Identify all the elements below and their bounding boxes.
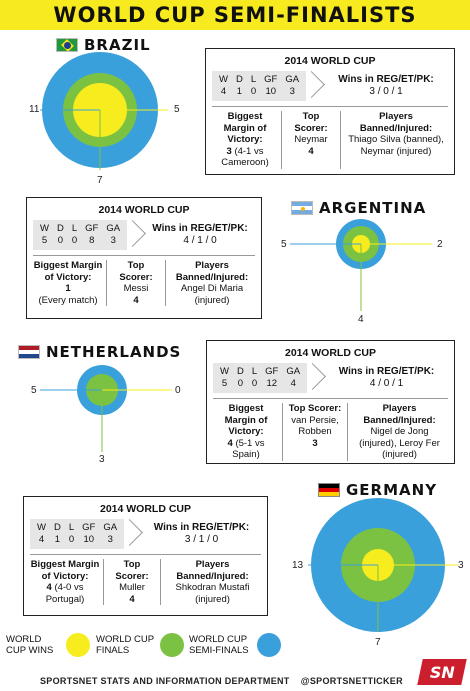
- finals-swatch: [160, 633, 184, 657]
- val-ga: 3: [110, 235, 116, 246]
- val-w: 5: [41, 235, 48, 246]
- players-col: [164, 559, 261, 605]
- wins-count: 2: [437, 239, 443, 250]
- players-value: Angel Di Maria (injured): [180, 283, 244, 306]
- players-label: Players Banned/Injured:: [175, 260, 249, 283]
- margin-col: [33, 260, 103, 306]
- wins-count: 3: [458, 560, 464, 571]
- val-d: 1: [54, 534, 61, 545]
- scorer-name: Neymar: [294, 134, 328, 145]
- team-name: GERMANY: [346, 481, 438, 499]
- chevron-right-icon: [307, 363, 321, 393]
- val-ga: 3: [289, 86, 295, 97]
- semifinals-swatch: [257, 633, 281, 657]
- finals-count: 7: [375, 637, 381, 648]
- page-title: WORLD CUP SEMI-FINALISTS: [53, 3, 417, 27]
- col-d: D: [236, 366, 244, 377]
- margin-note: (4-0 vs Portugal): [45, 582, 85, 605]
- players-value: Shkodran Mustafi (injured): [175, 582, 250, 605]
- wins-swatch: [66, 633, 90, 657]
- players-col: [344, 111, 448, 157]
- wdl-record: [33, 220, 127, 250]
- players-label: Players Banned/Injured:: [363, 403, 436, 426]
- margin-note: (5-1 vs Spain): [232, 437, 265, 460]
- margin-col: [30, 559, 100, 605]
- players-label: Players Banned/Injured:: [359, 111, 433, 134]
- netherlands-flag-icon: [18, 345, 40, 359]
- legend: [0, 631, 470, 661]
- argentina-target-chart: [290, 213, 440, 318]
- col-w: W: [40, 223, 49, 234]
- margin-label: Biggest Margin of Victory:: [224, 403, 268, 437]
- scorer-col: [285, 111, 337, 157]
- wins-breakdown: [324, 74, 448, 98]
- col-d: D: [235, 74, 243, 85]
- semifinals-count: 5: [281, 239, 287, 250]
- stats-box-argentina: [26, 197, 262, 319]
- wins-count: 5: [174, 104, 180, 115]
- val-w: 4: [38, 534, 45, 545]
- wins-label: Wins in REG/ET/PK:: [152, 223, 248, 234]
- margin-col: [213, 403, 279, 461]
- wins-label: Wins in REG/ET/PK:: [338, 366, 435, 377]
- chevron-right-icon: [127, 220, 141, 250]
- col-ga: GA: [285, 74, 300, 85]
- margin-label: Biggest Margin of Victory:: [33, 260, 103, 283]
- val-w: 5: [221, 378, 228, 389]
- val-gf: 8: [89, 235, 95, 246]
- wdl-record: [212, 71, 306, 101]
- wins-value: 4 / 0 / 1: [369, 378, 404, 389]
- team-name: NETHERLANDS: [46, 343, 182, 361]
- box-title: 2014 WORLD CUP: [98, 204, 190, 216]
- margin-value: 1: [65, 283, 71, 294]
- legend-item-wins: [6, 633, 90, 657]
- scorer-name: Muller: [119, 582, 145, 593]
- scorer-col: [110, 260, 162, 306]
- scorer-label: Top Scorer:: [115, 559, 149, 582]
- legend-label: WORLD CUP WINS: [6, 634, 54, 656]
- finals-count: 3: [99, 454, 105, 465]
- players-col: [351, 403, 448, 461]
- stats-box-germany: [23, 496, 268, 616]
- margin-note: (4-1 vs Cameroon): [221, 145, 269, 168]
- players-label: Players Banned/Injured:: [176, 559, 249, 582]
- scorer-goals: 3: [312, 437, 318, 449]
- col-w: W: [37, 522, 46, 533]
- players-value: Nigel de Jong (injured), Leroy Fer (injured): [359, 426, 440, 460]
- wins-value: 3 / 0 / 1: [369, 86, 403, 97]
- wins-breakdown: [142, 522, 261, 546]
- scorer-name: Messi: [123, 283, 149, 294]
- semifinals-count: 11: [29, 104, 40, 115]
- val-l: 0: [250, 86, 257, 97]
- semifinals-count: 5: [31, 385, 37, 396]
- val-d: 1: [236, 86, 243, 97]
- val-ga: 3: [107, 534, 113, 545]
- val-l: 0: [68, 534, 75, 545]
- col-gf: GF: [264, 74, 278, 85]
- finals-count: 4: [358, 314, 364, 325]
- val-l: 0: [251, 378, 258, 389]
- col-gf: GF: [85, 223, 99, 234]
- box-title: 2014 WORLD CUP: [284, 55, 376, 67]
- col-w: W: [219, 74, 228, 85]
- footer: [40, 676, 403, 686]
- chevron-right-icon: [306, 71, 320, 101]
- players-value: Thiago Silva (banned), Neymar (injured): [348, 134, 444, 157]
- margin-value: 4: [227, 437, 233, 449]
- scorer-goals: 4: [308, 145, 314, 157]
- wins-value: 4 / 1 / 0: [183, 235, 217, 246]
- brazil-target-chart: [40, 50, 170, 170]
- val-w: 4: [220, 86, 227, 97]
- wins-label: Wins in REG/ET/PK:: [153, 522, 250, 533]
- logo-text: SN: [429, 662, 455, 682]
- stats-box-brazil: [205, 48, 455, 175]
- wins-breakdown: [145, 223, 255, 247]
- val-gf: 10: [83, 534, 95, 545]
- val-ga: 4: [290, 378, 296, 389]
- sportsnet-logo: [417, 659, 467, 685]
- scorer-goals: 4: [129, 593, 135, 605]
- team-header-netherlands: [18, 343, 181, 361]
- margin-note: (Every match): [38, 294, 98, 306]
- legend-item-finals: [96, 633, 184, 657]
- scorer-label: Top Scorer:: [119, 260, 153, 283]
- team-name: ARGENTINA: [319, 199, 427, 217]
- col-l: L: [251, 366, 258, 377]
- col-gf: GF: [265, 366, 279, 377]
- col-ga: GA: [106, 223, 121, 234]
- wins-breakdown: [325, 366, 448, 390]
- scorer-label: Top Scorer:: [288, 403, 342, 414]
- box-title: 2014 WORLD CUP: [284, 347, 377, 359]
- col-d: D: [56, 223, 64, 234]
- scorer-col: [286, 403, 344, 449]
- scorer-goals: 4: [133, 294, 139, 306]
- wdl-record: [213, 363, 307, 393]
- semifinals-count: 13: [292, 560, 304, 571]
- val-gf: 10: [265, 86, 277, 97]
- col-l: L: [68, 522, 75, 533]
- wdl-record: [30, 519, 124, 549]
- scorer-name: van Persie, Robben: [291, 414, 339, 437]
- wins-count: 0: [175, 385, 181, 396]
- legend-label: WORLD CUP FINALS: [96, 634, 154, 656]
- margin-value: 4: [46, 582, 52, 593]
- margin-col: [212, 111, 278, 169]
- scorer-label: Top Scorer:: [294, 111, 328, 134]
- stats-box-netherlands: [206, 340, 455, 464]
- margin-label: Biggest Margin of Victory:: [30, 559, 100, 582]
- col-ga: GA: [286, 366, 301, 377]
- footer-handle: @SPORTSNETTICKER: [300, 676, 403, 686]
- footer-credit: SPORTSNET STATS AND INFORMATION DEPARTMENT: [40, 676, 290, 686]
- wins-label: Wins in REG/ET/PK:: [338, 74, 434, 85]
- col-gf: GF: [82, 522, 96, 533]
- col-l: L: [71, 223, 78, 234]
- netherlands-target-chart: [40, 360, 180, 460]
- col-ga: GA: [103, 522, 118, 533]
- germany-target-chart: [300, 494, 470, 639]
- wins-value: 3 / 1 / 0: [184, 534, 219, 545]
- col-l: L: [250, 74, 257, 85]
- val-d: 0: [57, 235, 64, 246]
- players-col: [169, 260, 255, 306]
- box-title: 2014 WORLD CUP: [99, 503, 192, 515]
- col-w: W: [220, 366, 229, 377]
- legend-item-semifinals: [189, 633, 281, 657]
- finals-count: 7: [97, 175, 103, 186]
- scorer-col: [107, 559, 157, 605]
- val-d: 0: [237, 378, 244, 389]
- margin-value: 3: [226, 145, 232, 157]
- title-bar: [0, 0, 470, 30]
- legend-label: WORLD CUP SEMI-FINALS: [189, 634, 249, 656]
- team-name: BRAZIL: [84, 36, 151, 54]
- val-l: 0: [71, 235, 78, 246]
- col-d: D: [53, 522, 61, 533]
- chevron-right-icon: [124, 519, 138, 549]
- margin-label: Biggest Margin of Victory:: [223, 111, 267, 145]
- val-gf: 12: [266, 378, 278, 389]
